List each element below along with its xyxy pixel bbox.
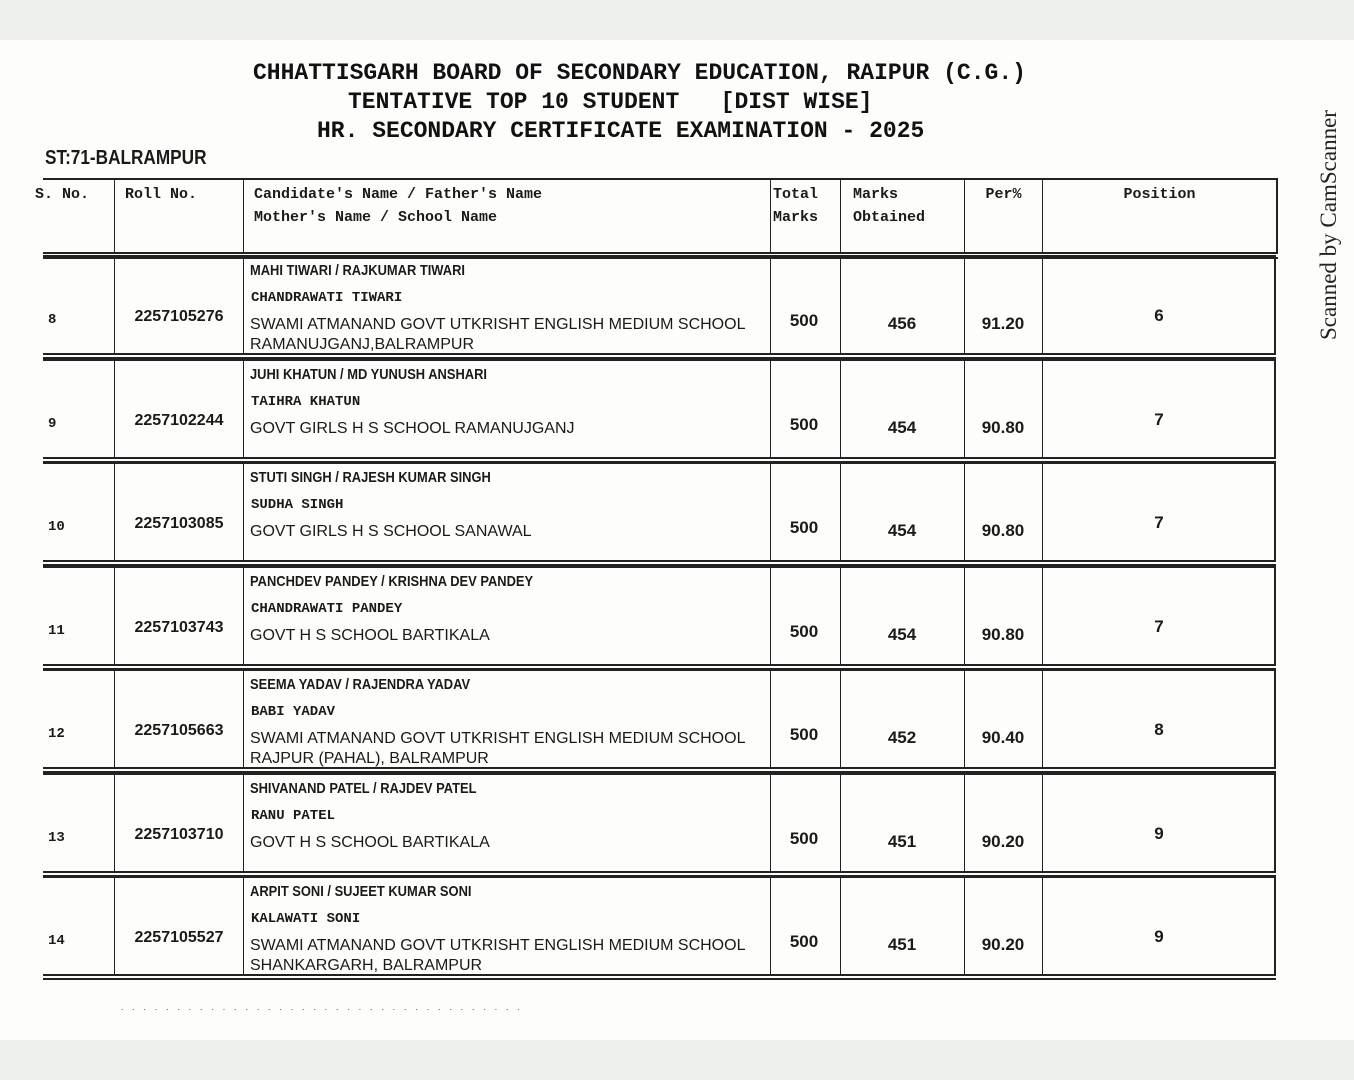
col-roll-label: Roll No. xyxy=(125,186,198,203)
candidate-father-name: PANCHDEV PANDEY / KRISHNA DEV PANDEY xyxy=(250,572,534,590)
col-candidate xyxy=(243,180,770,252)
percentage: 90.20 xyxy=(981,831,1025,851)
col-divider xyxy=(243,671,244,767)
col-per xyxy=(964,180,1042,252)
roll-number: 2257102244 xyxy=(134,411,224,429)
table-row xyxy=(43,773,1276,873)
col-divider xyxy=(840,878,841,974)
school-name-line-2: RAJPUR (PAHAL), BALRAMPUR xyxy=(250,750,489,767)
candidate-father-name: STUTI SINGH / RAJESH KUMAR SINGH xyxy=(250,469,491,486)
col-sno xyxy=(35,180,115,252)
col-total-label-2: Marks xyxy=(773,209,819,226)
roll-number: 2257105276 xyxy=(134,308,224,325)
col-divider xyxy=(243,878,244,974)
total-marks: 500 xyxy=(789,414,819,434)
col-obtained xyxy=(840,180,964,252)
col-obtained-label-1: Marks xyxy=(853,186,899,203)
school-name xyxy=(250,833,490,853)
merit-position: 9 xyxy=(1154,927,1164,946)
merit-position: 7 xyxy=(1154,616,1164,636)
school-name-line-1: SWAMI ATMANAND GOVT UTKRISHT ENGLISH MEDIUM SCHOOL xyxy=(250,730,746,747)
col-divider xyxy=(114,257,115,353)
school-name-line-1: GOVT GIRLS H S SCHOOL SANAWAL xyxy=(250,523,532,540)
merit-position: 7 xyxy=(1154,513,1164,532)
total-marks: 500 xyxy=(789,621,819,641)
percentage: 90.40 xyxy=(981,728,1025,747)
school-name-line-1: SWAMI ATMANAND GOVT UTKRISHT ENGLISH MEDIUM SCHOOL xyxy=(250,316,746,333)
table-row xyxy=(43,462,1276,562)
percentage: 90.80 xyxy=(981,521,1025,540)
col-divider xyxy=(840,568,841,664)
report-subtitle: TENTATIVE TOP 10 STUDENT [DIST WISE] xyxy=(348,89,873,115)
document-page xyxy=(0,40,1354,1040)
merit-position: 6 xyxy=(1154,306,1164,325)
merit-position: 7 xyxy=(1154,409,1164,429)
percentage: 90.20 xyxy=(981,935,1025,954)
marks-obtained: 454 xyxy=(887,417,917,437)
school-name xyxy=(250,419,575,439)
col-divider xyxy=(770,257,771,353)
percentage: 90.80 xyxy=(981,624,1025,644)
col-divider xyxy=(114,464,115,560)
school-name-line-1: GOVT GIRLS H S SCHOOL RAMANUJGANJ xyxy=(250,419,575,437)
col-divider xyxy=(964,878,965,974)
col-per-label: Per% xyxy=(985,186,1022,203)
mother-name: KALAWATI SONI xyxy=(251,911,361,927)
marks-obtained: 452 xyxy=(887,728,917,747)
col-divider xyxy=(1042,568,1043,664)
serial-number: 9 xyxy=(48,415,57,432)
mother-name: SUDHA SINGH xyxy=(251,497,344,513)
mother-name: CHANDRAWATI PANDEY xyxy=(251,600,403,617)
col-total-label-1: Total xyxy=(773,186,819,203)
serial-number: 10 xyxy=(48,519,65,535)
candidate-father-name: MAHI TIWARI / RAJKUMAR TIWARI xyxy=(250,262,465,279)
candidate-father-name: SEEMA YADAV / RAJENDRA YADAV xyxy=(250,676,471,693)
col-divider xyxy=(964,464,965,560)
col-divider xyxy=(1042,878,1043,974)
percentage: 91.20 xyxy=(981,314,1025,333)
col-divider xyxy=(243,257,244,353)
table-header xyxy=(35,178,1278,254)
mother-name: TAIHRA KHATUN xyxy=(251,393,361,410)
table-row xyxy=(43,566,1276,666)
table-row xyxy=(43,669,1276,769)
footnote-cut: · · · · · · · · · · · · · · · · · · · · · · · · · · · · · · · · · · · · xyxy=(120,1002,523,1010)
marks-obtained: 454 xyxy=(887,521,917,540)
col-divider xyxy=(770,464,771,560)
scanner-watermark: Scanned by CamScanner xyxy=(1316,110,1341,340)
col-divider xyxy=(964,775,965,871)
total-marks: 500 xyxy=(789,518,819,537)
school-name-line-1: GOVT H S SCHOOL BARTIKALA xyxy=(250,833,490,851)
school-name-line-1: GOVT H S SCHOOL BARTIKALA xyxy=(250,626,490,644)
school-name xyxy=(250,936,745,976)
col-divider xyxy=(840,775,841,871)
serial-number: 8 xyxy=(48,312,57,328)
total-marks: 500 xyxy=(789,725,819,744)
col-divider xyxy=(114,878,115,974)
col-divider xyxy=(243,568,244,664)
candidate-father-name: JUHI KHATUN / MD YUNUSH ANSHARI xyxy=(250,365,487,383)
table-row xyxy=(43,359,1276,459)
school-name xyxy=(250,315,745,355)
col-divider xyxy=(243,361,244,457)
col-divider xyxy=(114,361,115,457)
col-divider xyxy=(1042,464,1043,560)
school-name xyxy=(250,626,490,646)
mother-name: BABI YADAV xyxy=(251,704,336,720)
roll-number: 2257105663 xyxy=(134,722,224,739)
total-marks: 500 xyxy=(789,311,819,330)
roll-number: 2257103085 xyxy=(134,515,224,532)
serial-number: 13 xyxy=(48,829,65,846)
marks-obtained: 451 xyxy=(887,935,917,954)
col-divider xyxy=(964,257,965,353)
mother-name: RANU PATEL xyxy=(251,807,336,824)
marks-obtained: 456 xyxy=(887,314,917,333)
col-divider xyxy=(770,878,771,974)
board-title: CHHATTISGARH BOARD OF SECONDARY EDUCATION, RAIPUR (C.G.) xyxy=(253,60,1026,86)
col-divider xyxy=(1042,361,1043,457)
col-divider xyxy=(964,671,965,767)
col-divider xyxy=(114,568,115,664)
school-name-line-1: SWAMI ATMANAND GOVT UTKRISHT ENGLISH MEDIUM SCHOOL xyxy=(250,937,746,954)
col-position-label: Position xyxy=(1123,186,1196,203)
roll-number: 2257103743 xyxy=(134,618,224,636)
col-divider xyxy=(840,464,841,560)
district-label: ST:71-BALRAMPUR xyxy=(45,147,207,169)
serial-number: 11 xyxy=(48,622,65,639)
col-roll xyxy=(114,180,243,252)
col-divider xyxy=(770,775,771,871)
roll-number: 2257105527 xyxy=(134,929,224,946)
col-position xyxy=(1042,180,1276,252)
candidate-father-name: ARPIT SONI / SUJEET KUMAR SONI xyxy=(250,883,472,900)
school-name-line-2: SHANKARGARH, BALRAMPUR xyxy=(250,957,483,974)
col-divider xyxy=(243,464,244,560)
col-total xyxy=(770,180,840,252)
col-divider xyxy=(1042,257,1043,353)
percentage: 90.80 xyxy=(981,417,1025,437)
school-name xyxy=(250,729,745,769)
mother-name: CHANDRAWATI TIWARI xyxy=(251,290,403,306)
marks-obtained: 451 xyxy=(887,831,917,851)
serial-number: 12 xyxy=(48,726,65,742)
col-divider xyxy=(770,568,771,664)
col-candidate-label-2: Mother's Name / School Name xyxy=(254,209,498,226)
col-divider xyxy=(840,257,841,353)
col-divider xyxy=(114,671,115,767)
total-marks: 500 xyxy=(789,828,819,848)
school-name xyxy=(250,522,532,542)
col-divider xyxy=(840,361,841,457)
col-divider xyxy=(1042,671,1043,767)
serial-number: 14 xyxy=(48,933,65,949)
table-row xyxy=(43,255,1276,355)
col-divider xyxy=(770,671,771,767)
roll-number: 2257103710 xyxy=(134,825,224,843)
school-name-line-2: RAMANUJGANJ,BALRAMPUR xyxy=(250,336,475,353)
col-divider xyxy=(964,361,965,457)
col-candidate-label-1: Candidate's Name / Father's Name xyxy=(254,186,543,203)
total-marks: 500 xyxy=(789,932,819,951)
table-row xyxy=(43,876,1276,976)
col-divider xyxy=(243,775,244,871)
col-divider xyxy=(840,671,841,767)
col-divider xyxy=(964,568,965,664)
merit-position: 8 xyxy=(1154,720,1164,739)
exam-title: HR. SECONDARY CERTIFICATE EXAMINATION - 2025 xyxy=(317,118,925,144)
col-obtained-label-2: Obtained xyxy=(853,209,926,226)
col-divider xyxy=(1042,775,1043,871)
candidate-father-name: SHIVANAND PATEL / RAJDEV PATEL xyxy=(250,779,477,797)
merit-position: 9 xyxy=(1154,823,1164,843)
col-divider xyxy=(770,361,771,457)
col-divider xyxy=(114,775,115,871)
marks-obtained: 454 xyxy=(887,624,917,644)
col-sno-label: S. No. xyxy=(35,186,90,203)
